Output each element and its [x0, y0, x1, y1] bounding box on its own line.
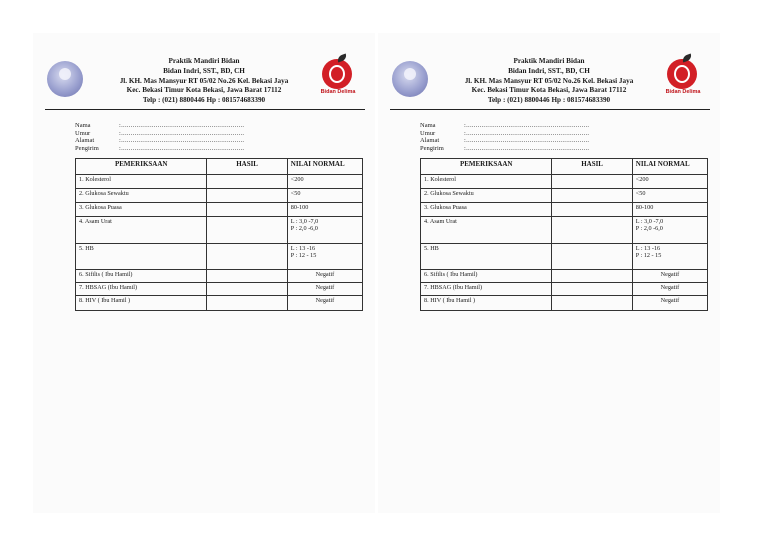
patient-fields	[420, 122, 589, 152]
midwife-name: Bidan Indri, SST., BD, CH	[163, 66, 245, 75]
field-nama: Nama :................................................................	[75, 122, 245, 129]
table-row: 4. Asam Urat L : 3,0 -7,0 P : 2,0 -6,0	[421, 217, 708, 244]
practice-name: Praktik Mandiri Bidan	[168, 57, 240, 65]
bidan-delima-logo-icon	[316, 55, 360, 101]
table-row: 2. Glukosa Sewaktu <50	[76, 189, 363, 203]
field-pengirim: Pengirim :................................................................	[420, 144, 590, 152]
exam-table	[420, 158, 708, 311]
form-sheet-left	[33, 33, 375, 513]
field-umur: Umur :................................................................	[420, 129, 590, 137]
phone-line: Telp : (021) 8800446 Hp : 081574683390	[487, 96, 611, 105]
exam-table	[75, 158, 363, 311]
address-line-2: Kec. Bekasi Timur Kota Bekasi, Jawa Barat 17112	[126, 86, 282, 95]
field-pengirim: Pengirim :................................................................	[75, 144, 245, 152]
ibi-logo-icon	[47, 61, 83, 97]
field-nama: Nama :................................................................	[420, 122, 590, 129]
bidan-delima-logo-icon	[661, 55, 705, 101]
table-row: 8. HIV ( Ibu Hamil ) Negatif	[76, 296, 363, 311]
header-divider	[390, 109, 710, 110]
letterhead-text	[88, 57, 320, 106]
letterhead	[378, 33, 720, 113]
table-row: 3. Glukosa Puasa 80-100	[421, 203, 708, 217]
brand-name: Bidan Delima	[320, 89, 356, 95]
midwife-name: Bidan Indri, SST., BD, CH	[508, 66, 590, 75]
table-row: 1. Kolesterol <200	[421, 175, 708, 189]
table-row: 2. Glukosa Sewaktu <50	[421, 189, 708, 203]
table-row: 7. HBSAG (Ibu Hamil) Negatif	[421, 283, 708, 296]
table-header-row: PEMERIKSAAN HASIL NILAI NORMAL	[76, 159, 363, 175]
address-line-1: Jl. KH. Mas Mansyur RT 05/02 No.26 Kel. Bekasi Jaya	[119, 76, 289, 85]
table-header-row: PEMERIKSAAN HASIL NILAI NORMAL	[421, 159, 708, 175]
table-row: 1. Kolesterol <200	[76, 175, 363, 189]
letterhead-text	[433, 57, 665, 106]
address-line-2: Kec. Bekasi Timur Kota Bekasi, Jawa Barat 17112	[471, 86, 627, 95]
ibi-logo-icon	[392, 61, 428, 97]
table-row: 4. Asam Urat L : 3,0 -7,0 P : 2,0 -6,0	[76, 217, 363, 244]
practice-name: Praktik Mandiri Bidan	[513, 57, 585, 65]
phone-line: Telp : (021) 8800446 Hp : 081574683390	[142, 96, 266, 105]
table-row: 3. Glukosa Puasa 80-100	[76, 203, 363, 217]
form-sheet-right	[378, 33, 720, 513]
table-row: 5. HB L : 13 -16 P : 12 - 15	[76, 244, 363, 270]
field-alamat: Alamat :................................................................	[75, 137, 245, 145]
table-row: 7. HBSAG (Ibu Hamil) Negatif	[76, 283, 363, 296]
address-line-1: Jl. KH. Mas Mansyur RT 05/02 No.26 Kel. Bekasi Jaya	[464, 76, 634, 85]
table-row: 6. Sifilis ( Ibu Hamil) Negatif	[421, 270, 708, 283]
table-row: 6. Sifilis ( Ibu Hamil) Negatif	[76, 270, 363, 283]
table-row: 8. HIV ( Ibu Hamil ) Negatif	[421, 296, 708, 311]
brand-name: Bidan Delima	[665, 89, 701, 95]
letterhead	[33, 33, 375, 113]
field-umur: Umur :................................................................	[75, 129, 245, 137]
table-row: 5. HB L : 13 -16 P : 12 - 15	[421, 244, 708, 270]
field-alamat: Alamat :................................................................	[420, 137, 590, 145]
header-divider	[45, 109, 365, 110]
patient-fields	[75, 122, 244, 152]
